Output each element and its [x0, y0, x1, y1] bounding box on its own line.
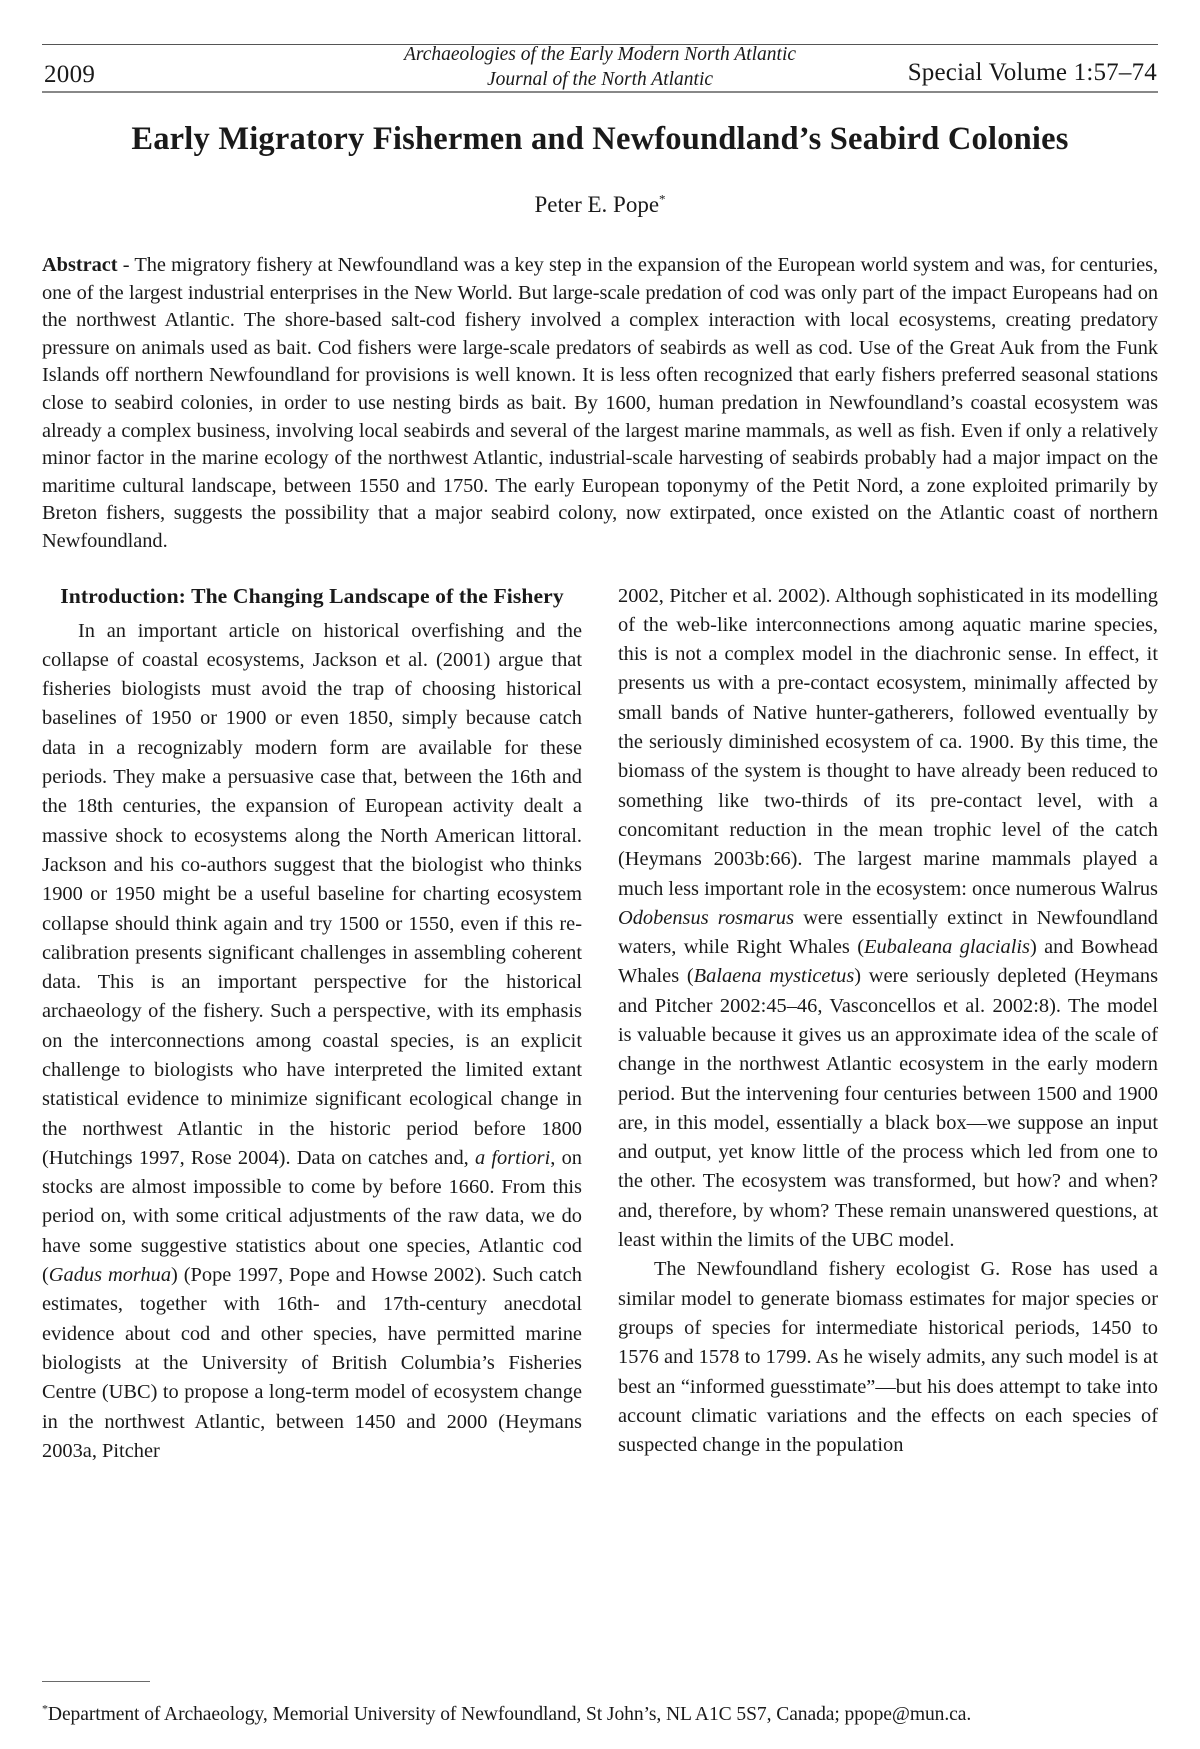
author-footnote-marker: *	[659, 191, 666, 207]
species-name-gadus-morhua: Gadus morhua	[48, 1264, 172, 1287]
para-text-segment: were essentially extinct in Newfoundland waters, while Right Whales (	[618, 906, 1158, 959]
footnote-text: Department of Archaeology, Memorial University of Newfoundland, St John’s, NL A1C 5S7, Canada; ppope@mun.ca.	[47, 1704, 972, 1725]
footnote-affiliation	[42, 1702, 1158, 1727]
para-text-segment: ) and Bowhead Whales (	[618, 936, 1158, 988]
latin-phrase-a-fortiori: a fortiori	[474, 1146, 551, 1169]
left-column-paragraph-1	[42, 617, 582, 1467]
running-head-volume: Special Volume 1:57–74	[907, 59, 1157, 86]
body-columns	[42, 582, 1158, 1467]
para-text-segment: ) (Pope 1997, Pope and Howse 2002). Such catch estimates, together with 16th- and 17th-century anecdotal evidence about cod and other species, have permitted marine biologists at the University of British Columbia’s Fisheries Centre (UBC) to propose a long-term model of ecosystem change in the northwest Atlantic, between 1450 and 2000 (Heymans 2003a, Pitcher	[42, 1264, 582, 1462]
right-column-paragraph-2: The Newfoundland fishery ecologist G. Rose has used a similar model to generate biomass estimates for major species or groups of species for intermediate historical periods, 1450 to 1576 and 1578 to 1799. As he wisely admits, any such model is at best an “informed guesstimate”—but his does attempt to take into account climatic variations and the effects on each species of suspected change in the population	[618, 1258, 1158, 1457]
species-name-balaena-mysticetus: Balaena mysticetus	[693, 965, 855, 988]
running-head	[42, 44, 1158, 93]
species-name-eubaleana-glacialis: Eubaleana glacialis	[864, 936, 1030, 959]
article-title: Early Migratory Fishermen and Newfoundland’s Seabird Colonies	[131, 121, 1069, 157]
right-column-paragraph-1	[618, 582, 1158, 1256]
running-head-year: 2009	[44, 61, 96, 88]
abstract-label: Abstract	[42, 254, 118, 276]
footnote-separator-rule	[42, 1681, 150, 1682]
footnote-marker: *	[42, 1701, 48, 1716]
running-head-journal-title: Journal of the North Atlantic	[486, 69, 714, 90]
document-page	[0, 44, 1200, 1749]
abstract-separator: -	[117, 254, 135, 276]
para-text-segment: , on stocks are almost impossible to come by before 1660. From this period on, with some critical adjustments of the raw data, we do have some suggestive statistics about one species, Atlantic cod (	[42, 1146, 582, 1287]
abstract	[42, 252, 1158, 556]
right-column	[618, 582, 1158, 1461]
para-text-segment: In an important article on historical overfishing and the collapse of coastal ecosystems, Jackson et al. (2001) argue that fisheries biologists must avoid the trap of choosing historical baselines of 1950 or 1900 or even 1850, simply because catch data in a recognizably modern form are available for these periods. They make a persuasive case that, between the 16th and the 18th centuries, the expansion of European activity dealt a massive shock to ecosystems along the North American littoral. Jackson and his co-authors suggest that the biologist who thinks 1900 or 1950 might be a useful baseline for charting ecosystem collapse should think again and try 1500 or 1550, even if this re-calibration presents significant challenges in assembling coherent data. This is an important perspective for the historical archaeology of the fishery. Such a perspective, with its emphasis on the interconnections among coastal species, is an explicit challenge to biologists who have interpreted the limited extant statistical evidence to minimize significant ecological change in the northwest Atlantic in the historic period before 1800 (Hutchings 1997, Rose 2004). Data on catches and,	[42, 619, 582, 1169]
abstract-text: The migratory fishery at Newfoundland was a key step in the expansion of the European world system and was, for centuries, one of the largest industrial enterprises in the New World. But large-scale predation of cod was only part of the impact Europeans had on the northwest Atlantic. The shore-based salt-cod fishery involved a complex interaction with local ecosystems, creating predatory pressure on animals used as bait. Cod fishers were large-scale predators of seabirds as well as cod. Use of the Great Auk from the Funk Islands off northern Newfoundland for provisions is well known. It is less often recognized that early fishers preferred seasonal stations close to seabird colonies, in order to use nesting birds as bait. By 1600, human predation in Newfoundland’s coastal ecosystem was already a complex business, involving local seabirds and several of the largest marine mammals, as well as fish. Even if only a relatively minor factor in the marine ecology of the northwest Atlantic, industrial-scale harvesting of seabirds probably had a major impact on the maritime cultural landscape, between 1550 and 1750. The early European toponymy of the Petit Nord, a zone exploited primarily by Breton fishers, suggests the possibility that a major seabird colony, now extirpated, once existed on the Atlantic coast of northern Newfoundland.	[42, 254, 1158, 552]
footnote-area	[42, 1681, 1158, 1727]
left-column	[42, 582, 582, 1467]
section-heading-introduction: Introduction: The Changing Landscape of the Fishery	[60, 583, 564, 608]
author-name: Peter E. Pope	[534, 192, 660, 217]
running-head-series-title: Archaeologies of the Early Modern North Atlantic	[403, 44, 797, 65]
article-author	[42, 191, 1158, 219]
species-name-odobensus-rosmarus: Odobensus rosmarus	[618, 906, 795, 929]
para-text-segment: ) were seriously depleted (Heymans and Pitcher 2002:45–46, Vasconcellos et al. 2002:8). The model is valuable because it gives us an approximate idea of the scale of change in the northwest Atlantic ecosystem in the early modern period. But the intervening four centuries between 1500 and 1900 are, in this model, essentially a black box—we suppose an input and output, yet know little of the process which led from one to the other. The ecosystem was transformed, but how? and when? and, therefore, by whom? These remain unanswered questions, at least within the limits of the UBC model.	[618, 965, 1159, 1252]
para-text-segment: 2002, Pitcher et al. 2002). Although sophisticated in its modelling of the web-like interconnections among aquatic marine species, this is not a complex model in the diachronic sense. In effect, it presents us with a pre-contact ecosystem, minimally affected by small bands of Native hunter-gatherers, followed eventually by the seriously diminished ecosystem of ca. 1900. By this time, the biomass of the system is thought to have already been reduced to something like two-thirds of its pre-contact level, with a concomitant reduction in the mean trophic level of the catch (Heymans 2003b:66). The largest marine mammals played a much less important role in the ecosystem: once numerous Walrus	[618, 584, 1158, 900]
